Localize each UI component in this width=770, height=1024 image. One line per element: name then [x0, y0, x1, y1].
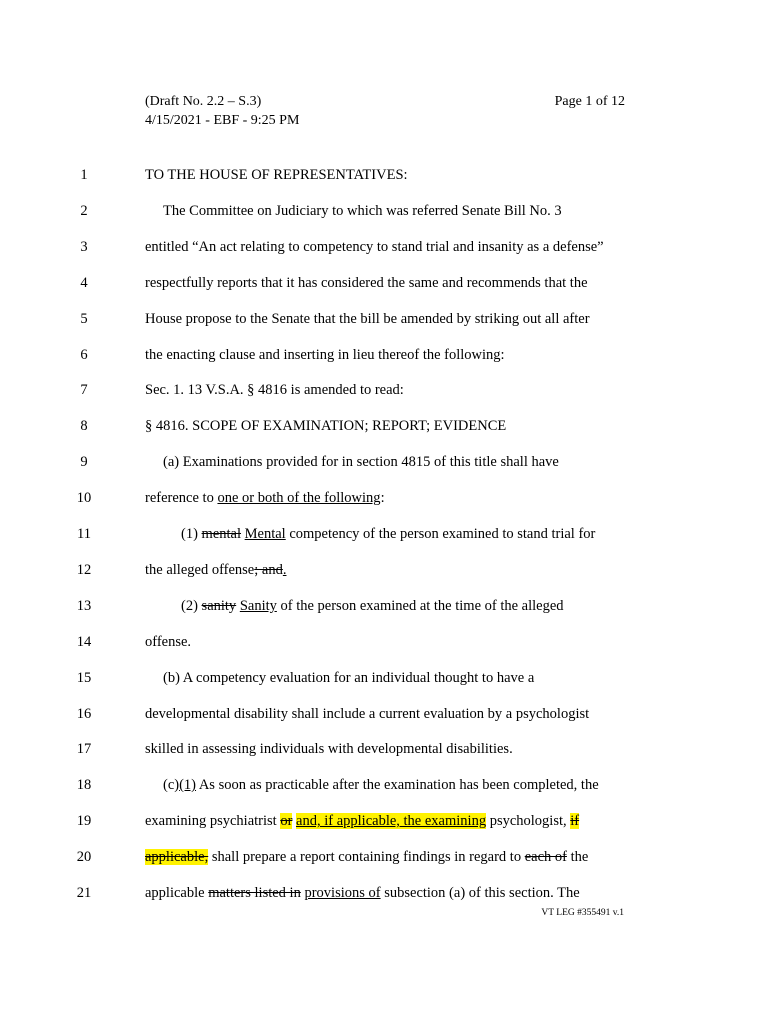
- deleted-text: mental: [201, 526, 242, 542]
- line-text: [145, 811, 579, 831]
- line-18: [0, 775, 770, 795]
- deleted-text: sanity: [201, 597, 237, 614]
- line-number: 9: [80, 454, 88, 471]
- text-segment: The Committee on Judiciary to which was referred Senate Bill No. 3: [163, 202, 562, 219]
- line-8: [0, 416, 770, 436]
- line-text: [163, 452, 559, 472]
- line-1: [0, 165, 770, 185]
- text-segment: psychologist,: [486, 813, 571, 830]
- line-3: [0, 237, 770, 257]
- text-segment: Sec. 1. 13 V.S.A. § 4816 is amended to read:: [145, 382, 404, 399]
- text-segment: § 4816. SCOPE OF EXAMINATION; REPORT; EVIDENCE: [145, 418, 507, 435]
- line-number: 20: [76, 849, 92, 866]
- footer-document-id: VT LEG #355491 v.1: [541, 908, 624, 918]
- deleted-text: ; and: [254, 561, 283, 578]
- inserted-text: Sanity: [239, 597, 277, 614]
- text-segment: TO THE HOUSE OF REPRESENTATIVES:: [145, 167, 408, 183]
- line-20: [0, 847, 770, 867]
- line-number: 7: [80, 382, 88, 399]
- line-number: 15: [76, 669, 92, 686]
- line-19: [0, 811, 770, 831]
- text-segment: House propose to the Senate that the bill be amended by striking out all after: [145, 310, 590, 327]
- text-segment: (1): [181, 526, 202, 542]
- line-text: [145, 273, 588, 293]
- line-number: 10: [76, 490, 92, 507]
- inserted-text: .: [282, 561, 287, 578]
- line-number: 8: [80, 418, 88, 435]
- line-text: [145, 416, 506, 436]
- line-text: [145, 847, 588, 867]
- line-number: 1: [80, 167, 88, 183]
- deleted-text: if: [570, 813, 580, 830]
- text-segment: developmental disability shall include a current evaluation by a psychologist: [145, 705, 590, 722]
- line-text: [145, 380, 404, 400]
- inserted-text: one or both of the following: [217, 490, 381, 507]
- line-21: [0, 883, 770, 903]
- text-segment: skilled in assessing individuals with developmental disabilities.: [145, 741, 513, 758]
- line-number: 3: [80, 238, 88, 255]
- line-number: 14: [76, 633, 92, 650]
- line-text: [163, 668, 534, 688]
- line-number: 11: [77, 526, 91, 542]
- line-number: 6: [80, 346, 88, 363]
- line-16: [0, 704, 770, 724]
- line-17: [0, 739, 770, 759]
- line-number: 4: [80, 274, 88, 291]
- line-13: [0, 596, 770, 616]
- deleted-text: or: [280, 813, 293, 830]
- line-text: [181, 524, 595, 544]
- inserted-text: (1): [179, 777, 197, 794]
- deleted-text: matters listed in: [208, 885, 301, 901]
- inserted-text: provisions of: [304, 885, 381, 901]
- line-number: 17: [76, 741, 92, 758]
- line-text: [145, 739, 513, 759]
- line-number: 13: [76, 597, 92, 614]
- text-segment: entitled “An act relating to competency to stand trial and insanity as a defense”: [145, 238, 604, 255]
- deleted-text: each of: [524, 849, 567, 866]
- page-number: Page 1 of 12: [554, 94, 625, 109]
- text-segment: As soon as practicable after the examination has been completed, the: [196, 777, 599, 794]
- text-segment: respectfully reports that it has considered the same and recommends that the: [145, 274, 588, 291]
- line-number: 16: [76, 705, 92, 722]
- line-5: [0, 309, 770, 329]
- text-segment: the: [566, 849, 589, 866]
- line-number: 19: [76, 813, 92, 830]
- text-segment: shall prepare a report containing findings in regard to: [208, 849, 525, 866]
- text-segment: offense.: [145, 633, 192, 650]
- line-text: [145, 704, 589, 724]
- inserted-text: Mental: [244, 526, 286, 542]
- line-2: [0, 201, 770, 221]
- line-text: [145, 632, 191, 652]
- text-segment: (b) A competency evaluation for an individual thought to have a: [163, 669, 535, 686]
- line-7: [0, 380, 770, 400]
- line-number: 18: [76, 777, 92, 794]
- draft-number: (Draft No. 2.2 – S.3): [145, 94, 262, 109]
- line-text: [145, 237, 604, 257]
- text-segment: examining psychiatrist: [145, 813, 281, 830]
- line-text: [145, 488, 385, 508]
- text-segment: (a) Examinations provided for in section 4815 of this title shall have: [163, 454, 559, 471]
- line-number: 5: [80, 310, 88, 327]
- line-number: 21: [76, 885, 92, 901]
- line-15: [0, 668, 770, 688]
- text-segment: (2): [181, 597, 202, 614]
- line-number: 2: [80, 202, 88, 219]
- line-10: [0, 488, 770, 508]
- line-11: [0, 524, 770, 544]
- line-9: [0, 452, 770, 472]
- text-segment: :: [380, 490, 385, 507]
- line-text: [145, 345, 505, 365]
- inserted-text: and, if applicable, the examining: [296, 813, 487, 830]
- text-segment: of the person examined at the time of the alleged: [276, 597, 564, 614]
- text-segment: the alleged offense: [145, 561, 255, 578]
- text-segment: subsection (a) of this section. The: [380, 885, 580, 901]
- line-text: [145, 309, 590, 329]
- line-12: [0, 560, 770, 580]
- line-text: [145, 883, 580, 903]
- text-segment: applicable: [145, 885, 209, 901]
- text-segment: the enacting clause and inserting in lieu thereof the following:: [145, 346, 505, 363]
- draft-date: 4/15/2021 - EBF - 9:25 PM: [145, 113, 300, 128]
- line-text: [145, 560, 286, 580]
- line-text: [163, 201, 562, 221]
- line-6: [0, 345, 770, 365]
- line-text: [145, 165, 408, 185]
- line-4: [0, 273, 770, 293]
- line-number: 12: [76, 561, 92, 578]
- text-segment: competency of the person examined to stand trial for: [285, 526, 596, 542]
- deleted-text: applicable,: [145, 849, 209, 866]
- line-text: [163, 775, 599, 795]
- text-segment: reference to: [145, 490, 218, 507]
- text-segment: (c): [163, 777, 180, 794]
- line-14: [0, 632, 770, 652]
- line-text: [181, 596, 564, 616]
